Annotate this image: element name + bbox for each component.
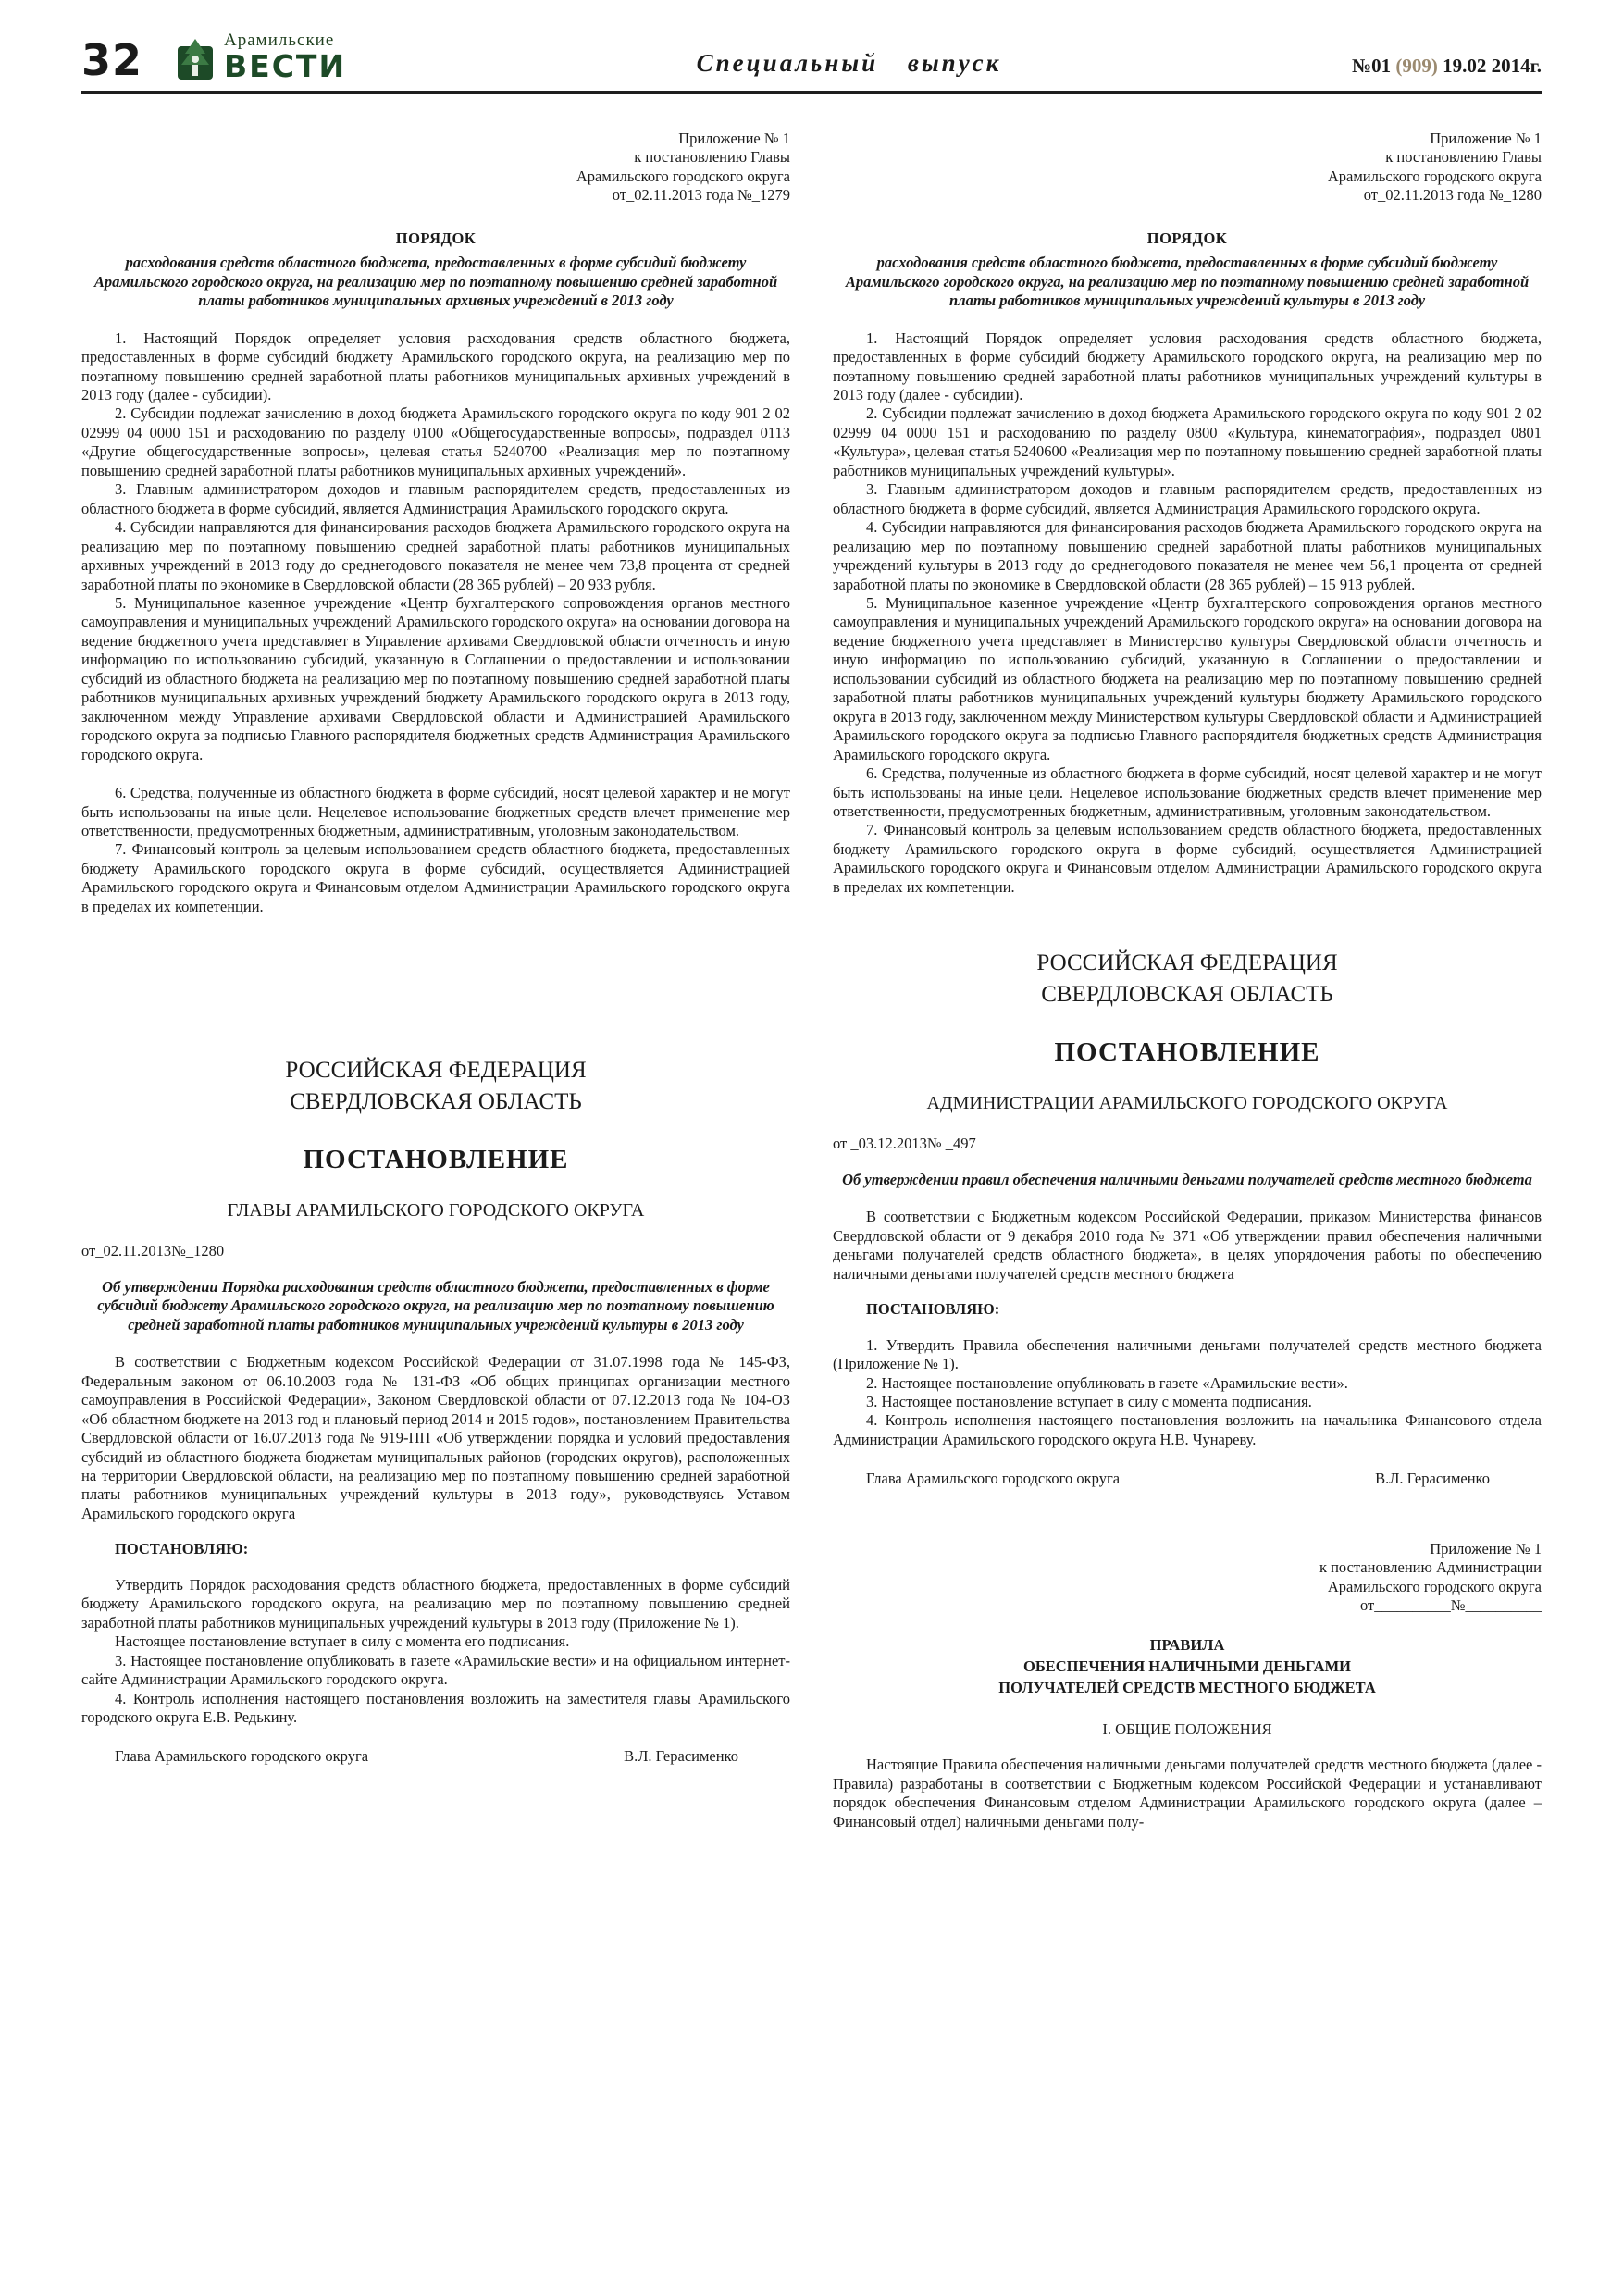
appendix-reference <box>81 130 790 205</box>
line: от__________№__________ <box>1360 1596 1542 1615</box>
content-columns <box>81 118 1542 1831</box>
paragraph: 7. Финансовый контроль за целевым использованием средств областного бюджета, предоставленных бюджету Арамильского городского округа в форме субсидий, осуществляется Администрацией Арамильского городского округа и Финансовым отделом Администрации Арамильского городского округа в пределах их компетенции. <box>81 840 790 915</box>
issue-title: Специальный выпуск <box>696 49 1002 77</box>
decree-heading: ПОСТАНОВЛЕНИЕ <box>1054 1036 1320 1067</box>
line: к постановлению Администрации <box>1319 1558 1542 1577</box>
right-column <box>833 118 1542 1831</box>
line: Арамильского городского округа <box>1327 167 1542 185</box>
authority-heading <box>833 948 1542 1011</box>
paragraph: 2. Субсидии подлежат зачислению в доход бюджета Арамильского городского округа по коду 901 2 02 02999 04 0000 151 и расходованию по разделу 0100 «Общегосударственные вопросы», подраздел 0113 «Другие общегосударственные вопросы», целевая статья 5240700 «Реализация мер по поэтапному повышению средней заработной платы работников муниципальных архивных учреждений». <box>81 404 790 479</box>
signatory-name: В.Л. Герасименко <box>624 1747 738 1766</box>
paragraph: 2. Настоящее постановление опубликовать в газете «Арамильские вести». <box>866 1373 1348 1392</box>
paragraph: 4. Субсидии направляются для финансирования расходов бюджета Арамильского городского округа на реализацию мер по поэтапному повышению средней заработной платы работников муниципальных учреждений культуры в 2013 году до среднегодового показателя не менее чем 56,1 процента от средней заработной платы по экономике в Свердловской области (28 365 рублей) – 15 913 рублей. <box>833 518 1542 593</box>
line: ПОЛУЧАТЕЛЕЙ СРЕДСТВ МЕСТНОГО БЮДЖЕТА <box>998 1678 1376 1696</box>
appendix-reference <box>833 130 1542 205</box>
rules-title <box>833 1634 1542 1698</box>
paragraph: 3. Главным администратором доходов и главным распорядителем средств, предоставленных из областного бюджета в форме субсидий, является Администрация Арамильского городского округа. <box>81 480 790 517</box>
newspaper-name <box>224 31 347 84</box>
line: Приложение № 1 <box>1430 1539 1542 1558</box>
paragraph: 5. Муниципальное казенное учреждение «Центр бухгалтерского сопровождения органов местного самоуправления и муниципальных учреждений Арамильского городского округа» на основании договора на ведение бюджетного учета представляет в Министерство культуры Свердловской области отчетность и иную информацию по использованию субсидий, указанную в Соглашении о предоставлении и использовании субсидий из областного бюджета на реализацию мер по поэтапному повышению средней заработной платы работников муниципальных учреждений культуры бюджету Арамильского городского округа в 2013 году, заключенном между Министерством культуры Свердловской области и Администрацией Арамильского городского округа за подписью Главного распорядителя бюджетных средств Администрация Арамильского городского округа. <box>833 593 1542 763</box>
issue-info <box>1352 55 1542 81</box>
document-subject: Об утверждении Порядка расходования средств областного бюджета, предоставленных в форме субсидий бюджету Арамильского городского округа, на реализацию мер по поэтапному повышению средней заработной платы работников муниципальных учреждений культуры в 2013 году <box>97 1277 774 1334</box>
line: СВЕРДЛОВСКАЯ ОБЛАСТЬ <box>1041 981 1333 1007</box>
paragraph: 3. Настоящее постановление вступает в силу с момента подписания. <box>866 1393 1312 1410</box>
signature-line <box>81 1727 790 1766</box>
line: ПРАВИЛА <box>1149 1635 1225 1654</box>
newspaper-emblem-icon <box>174 37 217 81</box>
appendix-reference <box>833 1540 1542 1616</box>
paragraph: 6. Средства, полученные из областного бюджета в форме субсидий, носят целевой характер и не могут быть использованы на иные цели. Нецелевое использование бюджетных средств влечет применение мер ответственности, предусмотренных бюджетным, административным, уголовным законодательством. <box>833 764 1542 820</box>
page-number: 32 <box>81 35 143 85</box>
page-header <box>81 31 1542 94</box>
resolution-heading: ПОСТАНОВЛЯЮ: <box>115 1540 249 1558</box>
paragraph: 5. Муниципальное казенное учреждение «Центр бухгалтерского сопровождения органов местного самоуправления и муниципальных учреждений Арамильского городского округа» на основании договора на ведение бюджетного учета представляет в Управление архивами Свердловской области отчетность и иную информацию по использованию субсидий, указанную в Соглашении о предоставлении и использовании субсидий из областного бюджета на реализацию мер по поэтапному повышению средней заработной платы работников муниципальных архивных учреждений бюджету Арамильского городского округа в 2013 году, заключенном между Управление архивами Свердловской области и Администрацией Арамильского городского округа за подписью Главного распорядителя бюджетных средств Администрация Арамильского городского округа. <box>81 593 790 763</box>
decree-date-number: от_02.11.2013№_1280 <box>81 1242 225 1260</box>
decree-date-number: от _03.12.2013№ _497 <box>833 1135 976 1153</box>
paragraph: 2. Субсидии подлежат зачислению в доход бюджета Арамильского городского округа по коду 901 2 02 02999 04 0000 151 и расходованию по разделу 0800 «Культура, кинематография», подраздел 0801 «Культура», целевая статья 5240600 «Реализация мер по поэтапному повышению средней заработной платы работников муниципальных учреждений культуры». <box>833 404 1542 479</box>
signature-line <box>833 1449 1542 1488</box>
document-title: ПОРЯДОК <box>395 229 477 247</box>
paragraph: 1. Настоящий Порядок определяет условия расходования средств областного бюджета, предоставленных в форме субсидий бюджету Арамильского городского округа, на реализацию мер по поэтапному повышению средней заработной платы работников муниципальных архивных учреждений в 2013 году (далее - субсидии). <box>81 329 790 403</box>
paragraph: 6. Средства, полученные из областного бюджета в форме субсидий, носят целевой характер и не могут быть использованы на иные цели. Нецелевое использование бюджетных средств влечет применение мер ответственности, предусмотренных бюджетным, административным, уголовным законодательством. <box>81 784 790 839</box>
newspaper-logo <box>174 31 347 84</box>
line: Приложение № 1 <box>678 130 790 147</box>
paragraph: Утвердить Порядок расходования средств областного бюджета, предоставленных в форме субсидий бюджету Арамильского городского округа, на реализацию мер по поэтапному повышению средней заработной платы работников муниципальных учреждений культуры в 2013 году (Приложение № 1). <box>81 1575 790 1632</box>
paragraph: 4. Субсидии направляются для финансирования расходов бюджета Арамильского городского округа на реализацию мер по поэтапному повышению средней заработной платы работников муниципальных архивных учреждений в 2013 году до среднегодового показателя не менее чем 73,8 процента от средней заработной платы по экономике в Свердловской области (28 365 рублей) – 20 933 рубля. <box>81 518 790 593</box>
paragraph: 1. Утвердить Правила обеспечения наличными деньгами получателей средств местного бюджета (Приложение № 1). <box>833 1335 1542 1373</box>
authority-heading <box>81 1055 790 1118</box>
line: РОССИЙСКАЯ ФЕДЕРАЦИЯ <box>285 1058 587 1084</box>
newspaper-name-bottom: ВЕСТИ <box>224 48 347 84</box>
issuer-heading: АДМИНИСТРАЦИИ АРАМИЛЬСКОГО ГОРОДСКОГО ОКРУГА <box>926 1092 1448 1113</box>
line: от_02.11.2013 года №_1280 <box>1363 186 1542 205</box>
signatory-name: В.Л. Герасименко <box>1375 1470 1490 1488</box>
line: Приложение № 1 <box>1430 130 1542 147</box>
paragraph: 4. Контроль исполнения настоящего постановления возложить на начальника Финансового отдела Администрации Арамильского городского округа Н.В. Чунареву. <box>833 1411 1542 1448</box>
document-title: ПОРЯДОК <box>1146 229 1228 247</box>
paragraph: 4. Контроль исполнения настоящего постановления возложить на заместителя главы Арамильского городского округа Е.В. Редькину. <box>81 1689 790 1726</box>
paragraph: В соответствии с Бюджетным кодексом Российской Федерации от 31.07.1998 года № 145-ФЗ, Федеральным законом от 06.10.2003 года № 131-ФЗ «Об общих принципах организации местного самоуправления в Российской Федерации», Законом Свердловской области от 07.12.2013 года № 104-ОЗ «Об областном бюджете на 2013 год и плановый период 2014 и 2015 годов», постановлением Правительства Свердловской области от 16.07.2013 года № 919-ПП «Об утверждении порядка и условий предоставления субсидий из областного бюджета бюджетам муниципальных районов (городских округов), расположенных на территории Свердловской области, на реализацию мер по поэтапному повышению средней заработной платы работников муниципальных учреждений культуры в 2013 году», руководствуясь Уставом Арамильского городского округа <box>81 1353 790 1522</box>
line: Арамильского городского округа <box>1327 1577 1542 1595</box>
section-heading: I. ОБЩИЕ ПОЛОЖЕНИЯ <box>1102 1719 1272 1738</box>
paragraph: 1. Настоящий Порядок определяет условия расходования средств областного бюджета, предоставленных в форме субсидий бюджету Арамильского городского округа, на реализацию мер по поэтапному повышению средней заработной платы работников муниципальных учреждений культуры в 2013 году (далее - субсидии). <box>833 329 1542 403</box>
paragraph: 3. Настоящее постановление опубликовать в газете «Арамильские вести» и на официальном интернет-сайте Администрации Арамильского городского округа. <box>81 1651 790 1689</box>
line: от_02.11.2013 года №_1279 <box>612 186 790 205</box>
paragraph: В соответствии с Бюджетным кодексом Российской Федерации, приказом Министерства финансов Свердловской области от 9 декабря 2010 года № 371 «Об утверждении правил обеспечения наличными деньгами получателей средств областного бюджета», в целях упорядочения работы по обеспечению наличными деньгами получателей средств местного бюджета <box>833 1208 1542 1283</box>
line: к постановлению Главы <box>1385 148 1542 167</box>
document-subject: расходования средств областного бюджета, предоставленных в форме субсидий бюджету Арамильского городского округа, на реализацию мер по поэтапному повышению средней заработной платы работников муниципальных учреждений культуры в 2013 году <box>845 254 1530 310</box>
newspaper-name-top: Арамильские <box>224 31 335 50</box>
issue-number-series: (909) <box>1395 55 1438 77</box>
line: РОССИЙСКАЯ ФЕДЕРАЦИЯ <box>1036 950 1338 976</box>
paragraph: Настоящее постановление вступает в силу с момента его подписания. <box>115 1632 570 1651</box>
document-subject: Об утверждении правил обеспечения наличными деньгами получателей средств местного бюджета <box>842 1170 1532 1188</box>
resolution-heading: ПОСТАНОВЛЯЮ: <box>866 1300 1000 1319</box>
issue-number: №01 <box>1351 55 1396 77</box>
document-subject: расходования средств областного бюджета, предоставленных в форме субсидий бюджету Арамильского городского округа, на реализацию мер по поэтапному повышению средней заработной платы работников муниципальных архивных учреждений в 2013 году <box>93 254 778 310</box>
paragraph: 3. Главным администратором доходов и главным распорядителем средств, предоставленных из областного бюджета в форме субсидий, является Администрация Арамильского городского округа. <box>833 480 1542 517</box>
paragraph: Настоящие Правила обеспечения наличными деньгами получателей средств местного бюджета (далее - Правила) разработаны в соответствии с Бюджетным кодексом Российской Федерации и устанавливают порядок обеспечения Финансовым отделом Администрации Арамильского городского округа (далее – Финансовый отдел) наличными деньгами полу- <box>833 1756 1542 1831</box>
left-column <box>81 118 790 1831</box>
signatory-title: Глава Арамильского городского округа <box>115 1747 369 1766</box>
issue-date: 19.02 2014г. <box>1437 55 1542 77</box>
decree-heading: ПОСТАНОВЛЕНИЕ <box>303 1144 569 1174</box>
issuer-heading: ГЛАВЫ АРАМИЛЬСКОГО ГОРОДСКОГО ОКРУГА <box>227 1199 645 1221</box>
paragraph: 7. Финансовый контроль за целевым использованием средств областного бюджета, предоставленных бюджету Арамильского городского округа в форме субсидий, осуществляется Администрацией Арамильского городского округа и Финансовым отделом Администрации Арамильского городского округа в пределах их компетенции. <box>833 821 1542 896</box>
line: СВЕРДЛОВСКАЯ ОБЛАСТЬ <box>290 1088 582 1114</box>
line: Арамильского городского округа <box>576 167 790 185</box>
line: ОБЕСПЕЧЕНИЯ НАЛИЧНЫМИ ДЕНЬГАМИ <box>1022 1657 1351 1675</box>
signatory-title: Глава Арамильского городского округа <box>866 1470 1121 1488</box>
line: к постановлению Главы <box>634 148 790 167</box>
